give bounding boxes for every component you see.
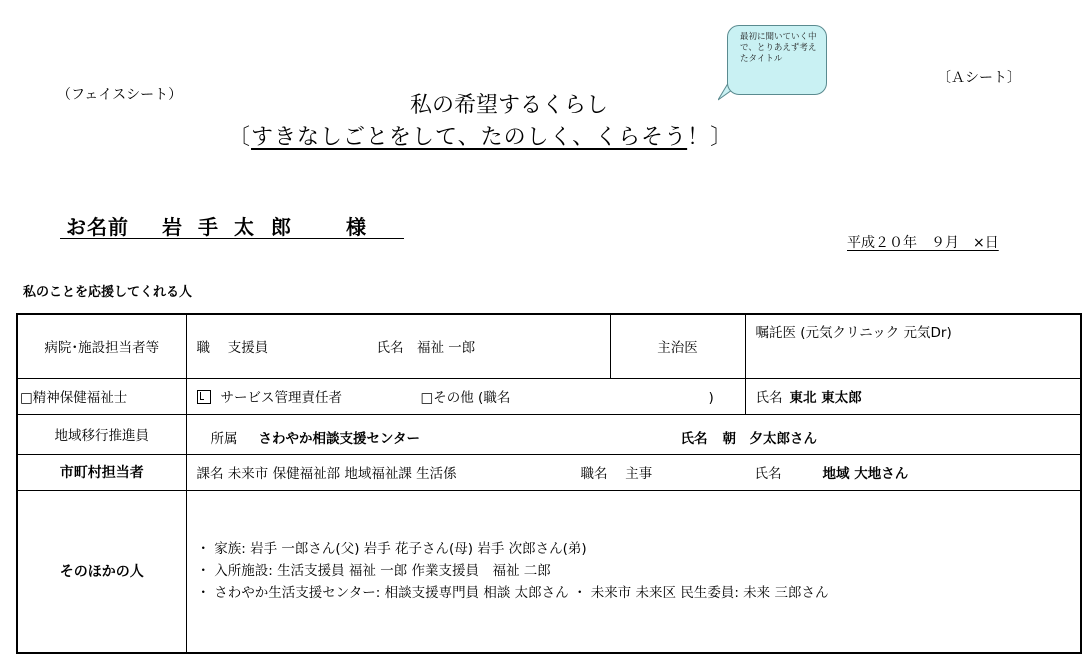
role-person-cell	[745, 378, 1081, 414]
role-checkbox-cell	[186, 378, 745, 414]
page-title: 私の希望するくらし	[410, 93, 609, 118]
staff-position: 職 支援員	[196, 340, 269, 357]
checked-checkbox-icon	[197, 390, 211, 404]
table-row	[17, 490, 1081, 653]
role-person-name: 東北 東太郎	[789, 390, 862, 406]
service-manager-label: サービス管理責任者	[220, 390, 342, 406]
table-row	[17, 378, 1081, 414]
person-name	[66, 211, 367, 240]
org-name: さわやか相談支援センター	[258, 431, 420, 447]
face-sheet-label: （フェイスシート）	[57, 87, 183, 103]
doctor-value: 嘱託医 (元気クリニック 元気Dr)	[745, 314, 1081, 378]
page-subtitle	[228, 120, 733, 151]
subtitle-main: すきなしごとをして、たのしく、くらそう	[251, 125, 688, 150]
municipal-cell	[186, 454, 1081, 490]
support-heading: 私のことを応援してくれる人	[23, 285, 193, 300]
subtitle-close: ！〕	[687, 125, 734, 150]
hospital-staff-cell	[186, 314, 610, 378]
name-label: お名前	[66, 215, 129, 239]
table-row	[17, 314, 1081, 378]
supporters-table	[16, 313, 1082, 654]
other-role-close: )	[708, 390, 714, 406]
others-line-facility: ・ 入所施設: 生活支援員 福祉 一郎 作業支援員 福祉 二郎	[196, 563, 551, 580]
row-label-municipal: 市町村担当者	[17, 454, 186, 490]
municipal-person-name: 地域 大地さん	[822, 466, 909, 482]
table-row	[17, 454, 1081, 490]
transition-cell	[186, 414, 1081, 454]
table-row	[17, 414, 1081, 454]
others-cell	[186, 490, 1081, 653]
municipal-dept: 課名 未来市 保健福祉部 地域福祉課 生活係	[196, 466, 457, 482]
staff-name: 氏名 福祉 一郎	[376, 340, 476, 357]
sheet-label: 〔Ａシート〕	[937, 70, 1021, 86]
subtitle-open-bracket: 〔	[228, 125, 252, 150]
others-line-center: ・ さわやか生活支援センター: 相談支援専門員 相談 太郎さん ・ 未来市 未来区 民生委員: 未来 三郎さん	[196, 585, 829, 602]
org-label: 所属	[210, 431, 238, 447]
municipal-name-label: 氏名	[754, 466, 782, 482]
row-label-others: そのほかの人	[17, 490, 186, 653]
speech-bubble-note: 最初に聞いていく中で、とりあえず考えたタイトル	[727, 25, 827, 95]
row-label-hospital: 病院･施設担当者等	[17, 314, 186, 378]
municipal-job: 職名 主事	[580, 466, 653, 482]
other-role-label: □その他 (職名	[420, 390, 511, 406]
honorific: 様	[346, 215, 367, 239]
name-part-1: 岩	[162, 215, 183, 239]
role-name-label: 氏名	[755, 390, 783, 406]
others-line-family: ・ 家族: 岩手 一郎さん(父) 岩手 花子さん(母) 岩手 次郎さん(弟)	[196, 541, 587, 558]
row-label-transition: 地域移行推進員	[17, 414, 186, 454]
date-text: 平成２０年 ９月 ×日	[847, 235, 999, 251]
name-part-2: 手	[198, 215, 219, 239]
psw-checkbox-label: □精神保健福祉士	[17, 378, 186, 414]
name-part-3: 太	[234, 215, 255, 239]
name-part-4: 郎	[271, 215, 292, 239]
transition-person-name: 朝 夕太郎さん	[722, 431, 817, 447]
doctor-label: 主治医	[610, 314, 745, 378]
transition-name-label: 氏名	[680, 431, 708, 447]
